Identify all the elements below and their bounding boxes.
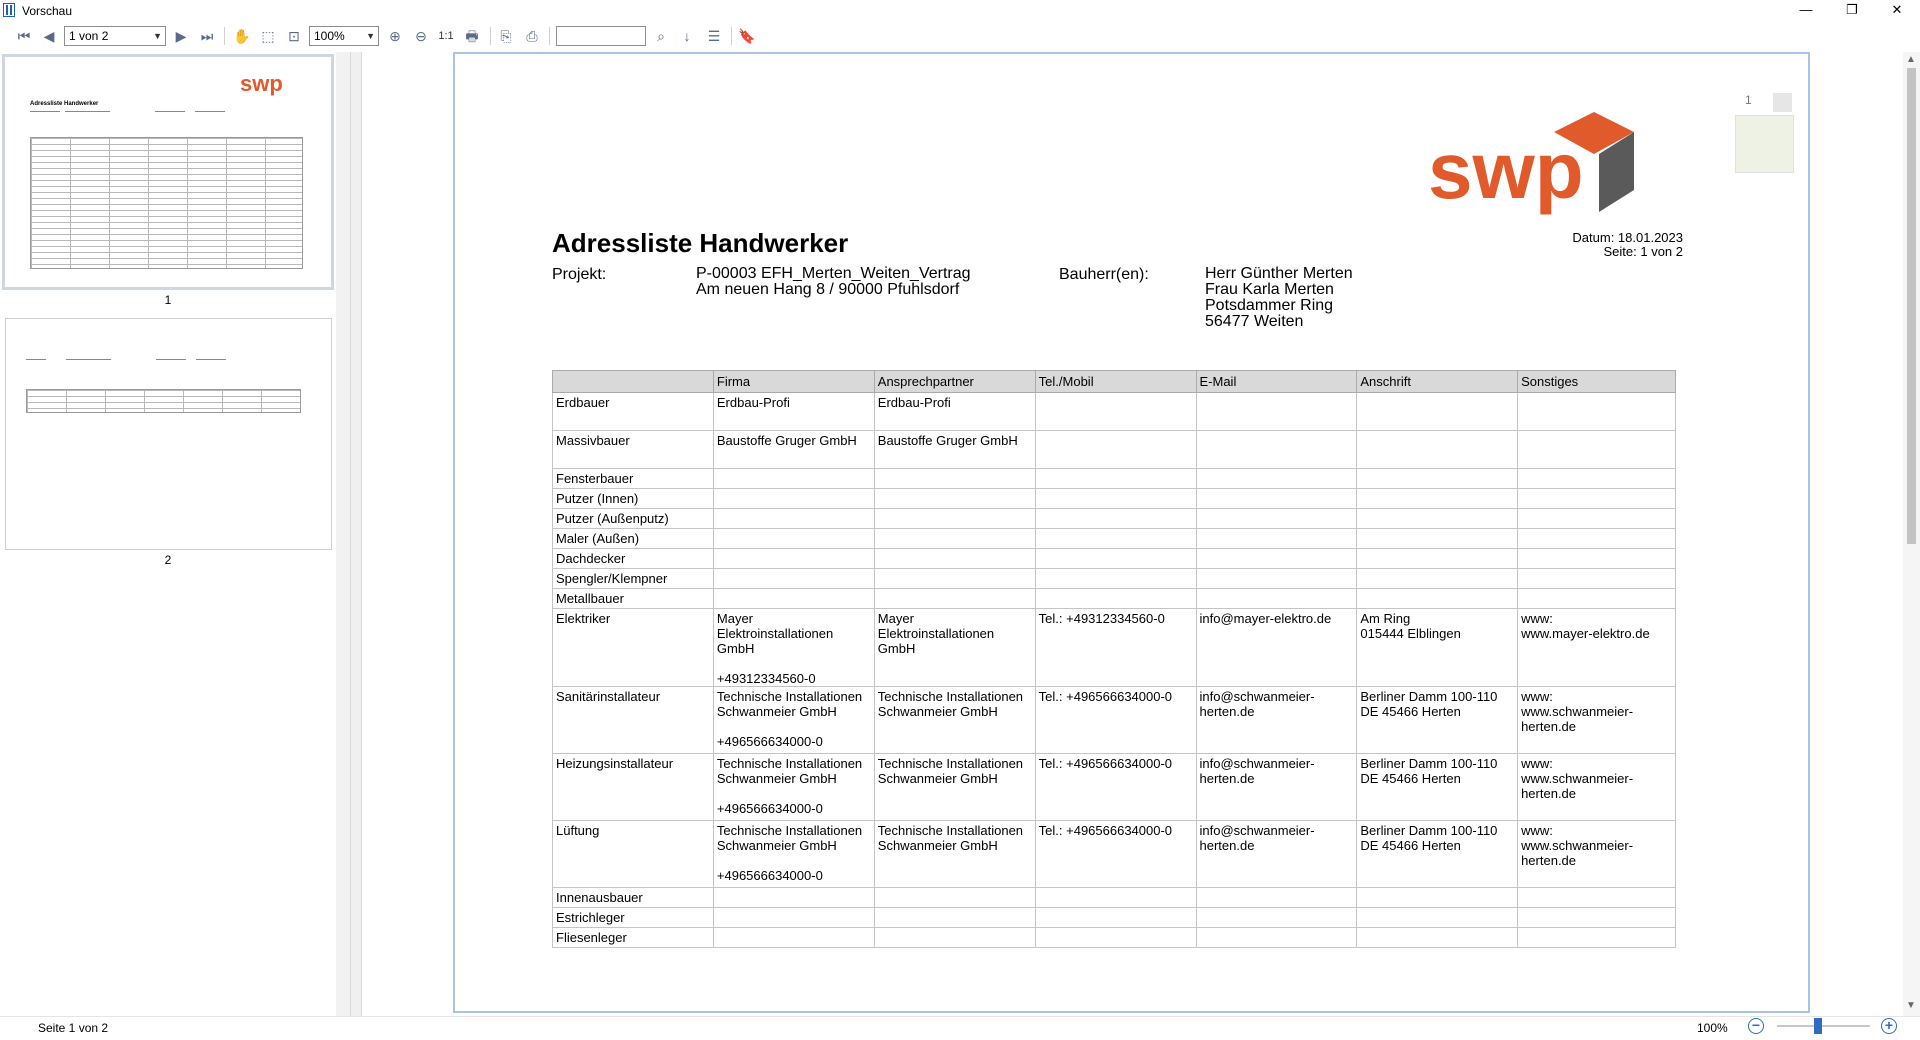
toolbar-divider <box>224 27 225 45</box>
table-cell <box>1518 908 1676 928</box>
zoom-select[interactable] <box>309 26 379 46</box>
attachment-icon[interactable] <box>1735 115 1794 173</box>
table-cell: Technische Installationen Schwanmeier GmbH +496566634000-0 <box>713 754 874 821</box>
thumbnail-label-2: 2 <box>164 553 172 567</box>
table-cell: www: www.schwanmeier-herten.de <box>1518 687 1676 754</box>
table-cell <box>874 888 1035 908</box>
client-info <box>1205 266 1353 330</box>
table-cell <box>1196 888 1357 908</box>
restore-button[interactable]: ❐ <box>1846 2 1858 17</box>
side-page-box <box>1773 93 1792 112</box>
table-cell: Lüftung <box>553 821 714 888</box>
table-cell <box>1357 908 1518 928</box>
column-header: Ansprechpartner <box>874 371 1035 393</box>
column-header <box>553 371 714 393</box>
table-cell <box>1196 589 1357 609</box>
table-cell <box>1035 549 1196 569</box>
scroll-up-icon[interactable]: ▲ <box>1906 54 1916 65</box>
table-cell <box>1035 469 1196 489</box>
table-row <box>553 469 1676 489</box>
page-thumbnail-1[interactable] <box>2 54 334 290</box>
table-cell <box>713 509 874 529</box>
chevron-down-icon: ▼ <box>366 31 375 41</box>
table-cell <box>1518 469 1676 489</box>
table-cell <box>1357 569 1518 589</box>
table-cell: info@mayer-elektro.de <box>1196 609 1357 687</box>
table-cell <box>1196 509 1357 529</box>
table-cell: Erdbauer <box>553 393 714 431</box>
table-row <box>553 393 1676 431</box>
print-icon[interactable]: ⎙ <box>526 28 538 44</box>
find-icon[interactable]: ⌕ <box>657 28 665 44</box>
table-cell <box>1035 431 1196 469</box>
table-cell <box>874 509 1035 529</box>
client-label: Bauherr(en): <box>1059 266 1149 283</box>
preview-scrollbar[interactable] <box>1903 52 1920 1016</box>
zoom-in-button[interactable]: + <box>1881 1018 1897 1034</box>
scrollbar-thumb[interactable] <box>1907 68 1916 544</box>
table-body <box>553 393 1676 948</box>
table-cell <box>1196 928 1357 948</box>
table-cell <box>1035 908 1196 928</box>
table-cell <box>1035 928 1196 948</box>
table-cell <box>1357 888 1518 908</box>
thumbnail-text <box>66 359 111 360</box>
table-row <box>553 589 1676 609</box>
table-cell <box>1518 529 1676 549</box>
table-cell <box>713 908 874 928</box>
table-cell: Tel.: +496566634000-0 <box>1035 687 1196 754</box>
zoom-select-value: 100% <box>314 29 345 43</box>
table-cell: Berliner Damm 100-110 DE 45466 Herten <box>1357 687 1518 754</box>
table-cell <box>1518 393 1676 431</box>
table-cell: Erdbau-Profi <box>713 393 874 431</box>
table-cell <box>1196 569 1357 589</box>
table-cell <box>1196 469 1357 489</box>
table-cell: Metallbauer <box>553 589 714 609</box>
table-cell: Estrichleger <box>553 908 714 928</box>
status-page-text: Seite 1 von 2 <box>38 1021 109 1035</box>
table-cell <box>1518 431 1676 469</box>
table-cell: Technische Installationen Schwanmeier GmbH +496566634000-0 <box>713 687 874 754</box>
zoom-out-icon[interactable]: ⊖ <box>415 28 427 44</box>
page-setup-icon[interactable]: 🖶 <box>465 28 479 44</box>
table-cell <box>1035 393 1196 431</box>
table-cell: info@schwanmeier-herten.de <box>1196 687 1357 754</box>
table-cell <box>1035 509 1196 529</box>
next-page-icon[interactable]: ▶ <box>175 28 187 44</box>
table-cell: Berliner Damm 100-110 DE 45466 Herten <box>1357 821 1518 888</box>
table-cell: Baustoffe Gruger GmbH <box>874 431 1035 469</box>
table-cell: Berliner Damm 100-110 DE 45466 Herten <box>1357 754 1518 821</box>
table-cell: Putzer (Innen) <box>553 489 714 509</box>
table-cell <box>874 549 1035 569</box>
table-cell: Tel.: +49312334560-0 <box>1035 609 1196 687</box>
table-cell <box>713 569 874 589</box>
outline-icon[interactable]: ☰ <box>707 28 721 44</box>
table-cell <box>1196 529 1357 549</box>
table-cell <box>1196 908 1357 928</box>
minimize-button[interactable]: — <box>1799 2 1813 17</box>
table-cell <box>1196 489 1357 509</box>
table-row <box>553 431 1676 469</box>
thumbnail-text <box>196 359 226 360</box>
table-cell <box>874 569 1035 589</box>
table-cell: Technische Installationen Schwanmeier GmbH +496566634000-0 <box>713 821 874 888</box>
last-page-icon[interactable]: ⏭ <box>200 28 214 44</box>
table-cell <box>1035 569 1196 589</box>
table-cell <box>1357 928 1518 948</box>
column-header: Anschrift <box>1357 371 1518 393</box>
thumbnail-text <box>155 111 185 112</box>
table-cell: Baustoffe Gruger GmbH <box>713 431 874 469</box>
table-row <box>553 549 1676 569</box>
table-cell <box>874 529 1035 549</box>
zoom-tool-icon[interactable]: ⊡ <box>288 28 300 44</box>
table-cell <box>713 928 874 948</box>
address-table <box>552 370 1676 948</box>
table-row <box>553 928 1676 948</box>
thumbnail-text <box>26 359 46 360</box>
table-cell <box>713 489 874 509</box>
thumbnail-table <box>26 389 301 413</box>
table-cell <box>1357 393 1518 431</box>
search-input[interactable] <box>556 26 646 46</box>
table-row <box>553 489 1676 509</box>
column-header: E-Mail <box>1196 371 1357 393</box>
project-line: P-00003 EFH_Merten_Weiten_Vertrag <box>696 265 971 282</box>
table-cell <box>1518 888 1676 908</box>
table-cell <box>1357 489 1518 509</box>
table-cell <box>1518 489 1676 509</box>
chevron-down-icon: ▼ <box>153 31 162 41</box>
bookmark-icon[interactable]: 🔖 <box>738 28 756 44</box>
table-cell <box>874 908 1035 928</box>
hand-tool-icon[interactable]: ✋ <box>233 28 251 44</box>
table-cell <box>1518 589 1676 609</box>
zoom-slider-handle[interactable] <box>1814 1018 1822 1034</box>
column-header: Sonstiges <box>1518 371 1676 393</box>
thumbnail-label-1: 1 <box>164 293 172 307</box>
window-title: Vorschau <box>22 4 73 18</box>
table-cell: info@schwanmeier-herten.de <box>1196 821 1357 888</box>
document-date: Datum: 18.01.2023 <box>1572 230 1683 245</box>
table-row <box>553 908 1676 928</box>
table-row <box>553 569 1676 589</box>
client-line: Herr Günther Merten <box>1205 265 1353 282</box>
thumbnail-logo: swp <box>240 71 283 96</box>
table-cell <box>874 928 1035 948</box>
table-cell <box>874 489 1035 509</box>
table-cell <box>1518 549 1676 569</box>
status-bar <box>0 1016 1920 1040</box>
thumbnail-title: Adressliste Handwerker <box>30 101 99 107</box>
table-cell: Fliesenleger <box>553 928 714 948</box>
project-line: Am neuen Hang 8 / 90000 Pfuhlsdorf <box>696 281 960 298</box>
table-cell <box>1357 509 1518 529</box>
thumbnail-scrollbar[interactable] <box>336 52 350 1016</box>
table-cell <box>1357 469 1518 489</box>
table-cell <box>713 888 874 908</box>
table-cell: www: www.mayer-elektro.de <box>1518 609 1676 687</box>
thumbnail-table <box>30 137 303 269</box>
toolbar-divider <box>549 27 550 45</box>
table-cell <box>1357 589 1518 609</box>
table-cell <box>1196 431 1357 469</box>
zoom-slider-track[interactable] <box>1777 1025 1870 1027</box>
table-cell: Elektriker <box>553 609 714 687</box>
table-cell <box>713 529 874 549</box>
table-cell <box>713 469 874 489</box>
export-icon[interactable]: ⎘ <box>500 28 512 44</box>
table-cell <box>1357 431 1518 469</box>
column-header: Tel./Mobil <box>1035 371 1196 393</box>
table-cell: Sanitärinstallateur <box>553 687 714 754</box>
table-cell: Am Ring 015444 Elblingen <box>1357 609 1518 687</box>
client-line: 56477 Weiten <box>1205 313 1304 330</box>
column-header: Firma <box>713 371 874 393</box>
thumbnail-text <box>65 111 110 112</box>
client-line: Potsdammer Ring <box>1205 297 1334 314</box>
table-cell <box>1357 529 1518 549</box>
table-cell: Maler (Außen) <box>553 529 714 549</box>
project-label: Projekt: <box>552 266 607 283</box>
table-cell: Putzer (Außenputz) <box>553 509 714 529</box>
table-cell <box>1035 529 1196 549</box>
table-cell <box>874 589 1035 609</box>
table-cell <box>1035 589 1196 609</box>
table-cell: info@schwanmeier-herten.de <box>1196 754 1357 821</box>
previous-page-icon[interactable]: ◀ <box>43 28 55 44</box>
app-icon <box>3 3 15 17</box>
table-cell: Technische Installationen Schwanmeier GmbH <box>874 821 1035 888</box>
title-bar <box>0 0 1920 22</box>
table-cell: Tel.: +496566634000-0 <box>1035 754 1196 821</box>
zoom-out-button[interactable]: − <box>1748 1018 1764 1034</box>
table-cell <box>713 589 874 609</box>
close-button[interactable]: ✕ <box>1891 2 1903 17</box>
table-row <box>553 821 1676 888</box>
table-cell <box>1035 888 1196 908</box>
table-cell: Tel.: +496566634000-0 <box>1035 821 1196 888</box>
table-row <box>553 609 1676 687</box>
actual-size-button[interactable]: 1:1 <box>438 30 454 42</box>
table-cell <box>1196 393 1357 431</box>
document-date-block <box>1572 231 1683 259</box>
table-cell: Dachdecker <box>553 549 714 569</box>
client-line: Frau Karla Merten <box>1205 281 1334 298</box>
table-row <box>553 529 1676 549</box>
table-cell: Massivbauer <box>553 431 714 469</box>
toolbar-divider <box>490 27 491 45</box>
table-cell <box>1518 928 1676 948</box>
table-cell <box>1518 509 1676 529</box>
table-header-row <box>553 371 1676 393</box>
table-cell: Erdbau-Profi <box>874 393 1035 431</box>
page-select-value: 1 von 2 <box>69 29 109 43</box>
page-select[interactable] <box>64 26 166 46</box>
table-cell <box>1357 549 1518 569</box>
zoom-in-icon[interactable]: ⊕ <box>389 28 401 44</box>
pane-splitter[interactable] <box>350 52 362 1016</box>
table-cell: Heizungsinstallateur <box>553 754 714 821</box>
find-next-icon[interactable]: ↓ <box>683 28 691 44</box>
thumbnail-text <box>30 111 60 112</box>
table-cell <box>1035 489 1196 509</box>
table-cell: Spengler/Klempner <box>553 569 714 589</box>
table-cell <box>1518 569 1676 589</box>
table-cell <box>1196 549 1357 569</box>
document-title: Adressliste Handwerker <box>552 228 849 258</box>
swp-logo <box>1424 112 1684 222</box>
table-row <box>553 888 1676 908</box>
table-row <box>553 687 1676 754</box>
select-tool-icon[interactable]: ⬚ <box>261 28 275 44</box>
table-cell: Fensterbauer <box>553 469 714 489</box>
table-row <box>553 754 1676 821</box>
table-cell: www: www.schwanmeier-herten.de <box>1518 754 1676 821</box>
toolbar-divider <box>731 27 732 45</box>
table-cell <box>874 469 1035 489</box>
status-zoom-text: 100% <box>1697 1021 1728 1035</box>
table-row <box>553 509 1676 529</box>
document-page-number: Seite: 1 von 2 <box>1603 244 1683 259</box>
thumbnail-text <box>156 359 186 360</box>
side-page-number: 1 <box>1745 93 1752 107</box>
table-cell: Innenausbauer <box>553 888 714 908</box>
logo-text: swp <box>1428 126 1584 215</box>
page-thumbnail-2[interactable] <box>5 318 332 550</box>
project-info <box>696 266 971 298</box>
first-page-icon[interactable]: ⏮ <box>17 28 31 44</box>
scroll-down-icon[interactable]: ▼ <box>1906 1000 1916 1011</box>
table-cell: www: www.schwanmeier-herten.de <box>1518 821 1676 888</box>
table-cell: Mayer Elektroinstallationen GmbH <box>874 609 1035 687</box>
table-cell <box>713 549 874 569</box>
table-cell: Technische Installationen Schwanmeier GmbH <box>874 754 1035 821</box>
table-cell: Mayer Elektroinstallationen GmbH +49312334560-0 <box>713 609 874 687</box>
thumbnail-text <box>195 111 225 112</box>
table-cell: Technische Installationen Schwanmeier GmbH <box>874 687 1035 754</box>
